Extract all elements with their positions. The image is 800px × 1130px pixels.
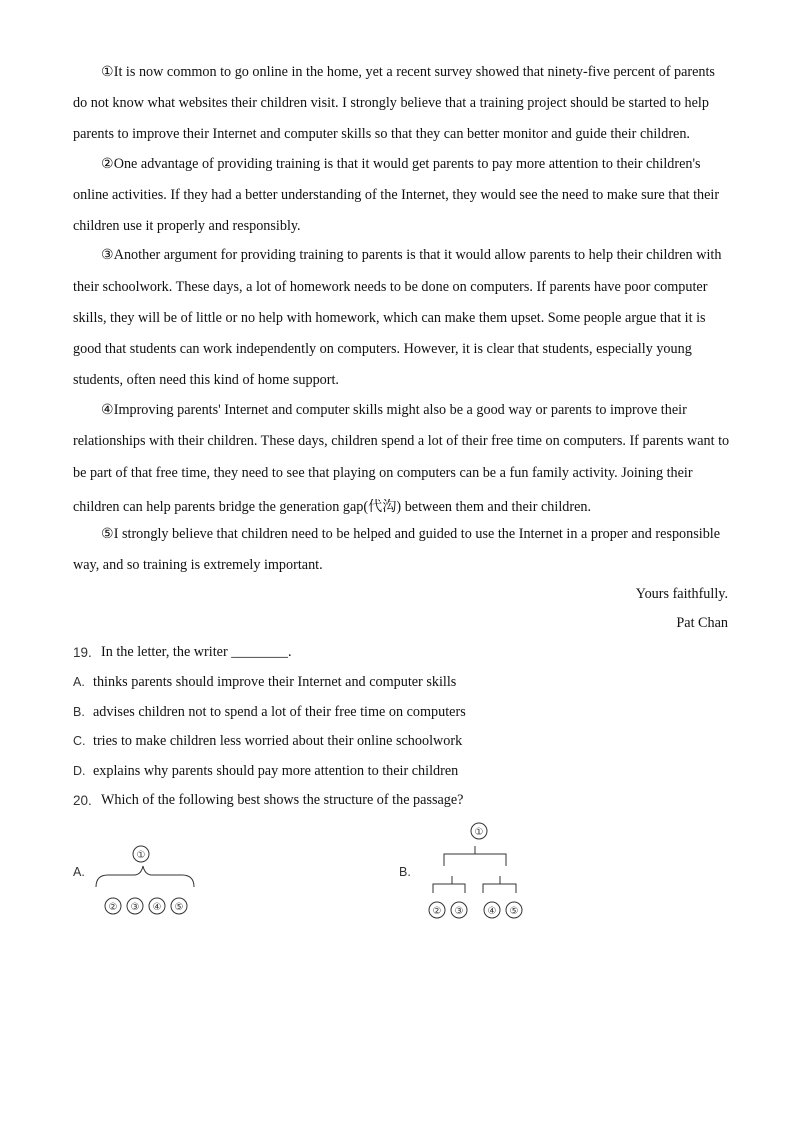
paragraph-3-line-1: ③Another argument for providing training to parents is that it would allow parents to help their children with: [101, 247, 722, 263]
svg-text:④: ④: [152, 902, 162, 913]
paragraph-4-line-4: children can help parents bridge the generation gap(代沟) between them and their children.: [73, 499, 592, 515]
diagram-a-node-3: [127, 898, 143, 914]
diagram-a-node-2: [105, 898, 121, 914]
paragraph-1-line-1: ①It is now common to go online in the home, yet a recent survey showed that ninety-five percent of parents: [101, 64, 715, 80]
option-b-text[interactable]: advises children not to spend a lot of their free time on computers: [93, 704, 466, 720]
diagram-b-node-3: [451, 902, 467, 918]
svg-text:④: ④: [487, 906, 497, 917]
diagram-b-left-bracket: [433, 876, 465, 893]
svg-text:③: ③: [454, 906, 464, 917]
paragraph-3-line-3: skills, they will be of little or no help with homework, which can make them upset. Some people argue that it is: [73, 310, 706, 326]
diagram-a-brace: [96, 866, 194, 887]
diagram-b: [420, 818, 540, 924]
paragraph-1-line-3: parents to improve their Internet and computer skills so that they can better monitor and guide their children.: [73, 126, 690, 142]
svg-text:③: ③: [130, 902, 140, 913]
question-19-number: 19.: [73, 645, 92, 660]
paragraph-4-line-2: relationships with their children. These days, children spend a lot of their free time on computers. If parents want to: [73, 433, 730, 449]
question-20-number: 20.: [73, 793, 92, 808]
option-c-text[interactable]: tries to make children less worried about their online schoolwork: [93, 733, 463, 749]
paragraph-5-line-2: way, and so training is extremely important.: [73, 557, 323, 573]
svg-text:②: ②: [108, 902, 118, 913]
paragraph-1-line-2: do not know what websites their children visit. I strongly believe that a training project should be started to help: [73, 95, 709, 111]
option-c-letter: C.: [73, 734, 86, 748]
diagram-b-right-bracket: [483, 876, 516, 893]
diagram-a-label[interactable]: A.: [73, 865, 85, 879]
diagram-b-label[interactable]: B.: [399, 865, 411, 879]
paragraph-4-line-3: be part of that free time, they need to see that playing on computers can be a fun family activity. Joining their: [73, 465, 693, 481]
paragraph-3-line-5: students, often need this kind of home support.: [73, 372, 339, 388]
diagram-b-top-label: ①: [474, 827, 484, 838]
question-20-text: Which of the following best shows the structure of the passage?: [101, 792, 464, 808]
svg-text:②: ②: [432, 906, 442, 917]
diagram-a-top-label: ①: [136, 850, 146, 861]
paragraph-3-line-4: good that students can work independently on computers. However, it is clear that students, especially young: [73, 341, 692, 357]
diagram-b-node-2: [429, 902, 445, 918]
svg-text:⑤: ⑤: [509, 906, 519, 917]
option-b-letter: B.: [73, 705, 85, 719]
option-a-letter: A.: [73, 675, 85, 689]
question-19-text: In the letter, the writer ________.: [101, 644, 292, 660]
paragraph-2-line-1: ②One advantage of providing training is that it would get parents to pay more attention to their children's: [101, 156, 701, 172]
paragraph-2-line-2: online activities. If they had a better understanding of the Internet, they would see the need to make sure that their: [73, 187, 720, 203]
option-a-text[interactable]: thinks parents should improve their Internet and computer skills: [93, 674, 457, 690]
svg-text:⑤: ⑤: [174, 902, 184, 913]
paragraph-3-line-2: their schoolwork. These days, a lot of homework needs to be done on computers. If parents have poor computer: [73, 279, 708, 295]
diagram-a-top-node: [133, 846, 149, 862]
paragraph-4-line-1: ④Improving parents' Internet and computer skills might also be a good way or parents to improve their: [101, 402, 687, 418]
diagram-b-top-node: [471, 823, 487, 839]
option-d-text[interactable]: explains why parents should pay more attention to their children: [93, 763, 459, 779]
letter-signature: Pat Chan: [676, 615, 728, 631]
diagram-a: [90, 842, 210, 922]
diagram-b-node-4: [484, 902, 500, 918]
letter-closing: Yours faithfully.: [635, 586, 728, 602]
diagram-b-node-5: [506, 902, 522, 918]
diagram-a-node-5: [171, 898, 187, 914]
diagram-b-top-bracket: [444, 846, 506, 866]
paragraph-2-line-3: children use it properly and responsibly.: [73, 218, 301, 234]
paragraph-5-line-1: ⑤I strongly believe that children need to be helped and guided to use the Internet in a proper and responsible: [101, 526, 721, 542]
option-d-letter: D.: [73, 764, 86, 778]
diagram-a-node-4: [149, 898, 165, 914]
